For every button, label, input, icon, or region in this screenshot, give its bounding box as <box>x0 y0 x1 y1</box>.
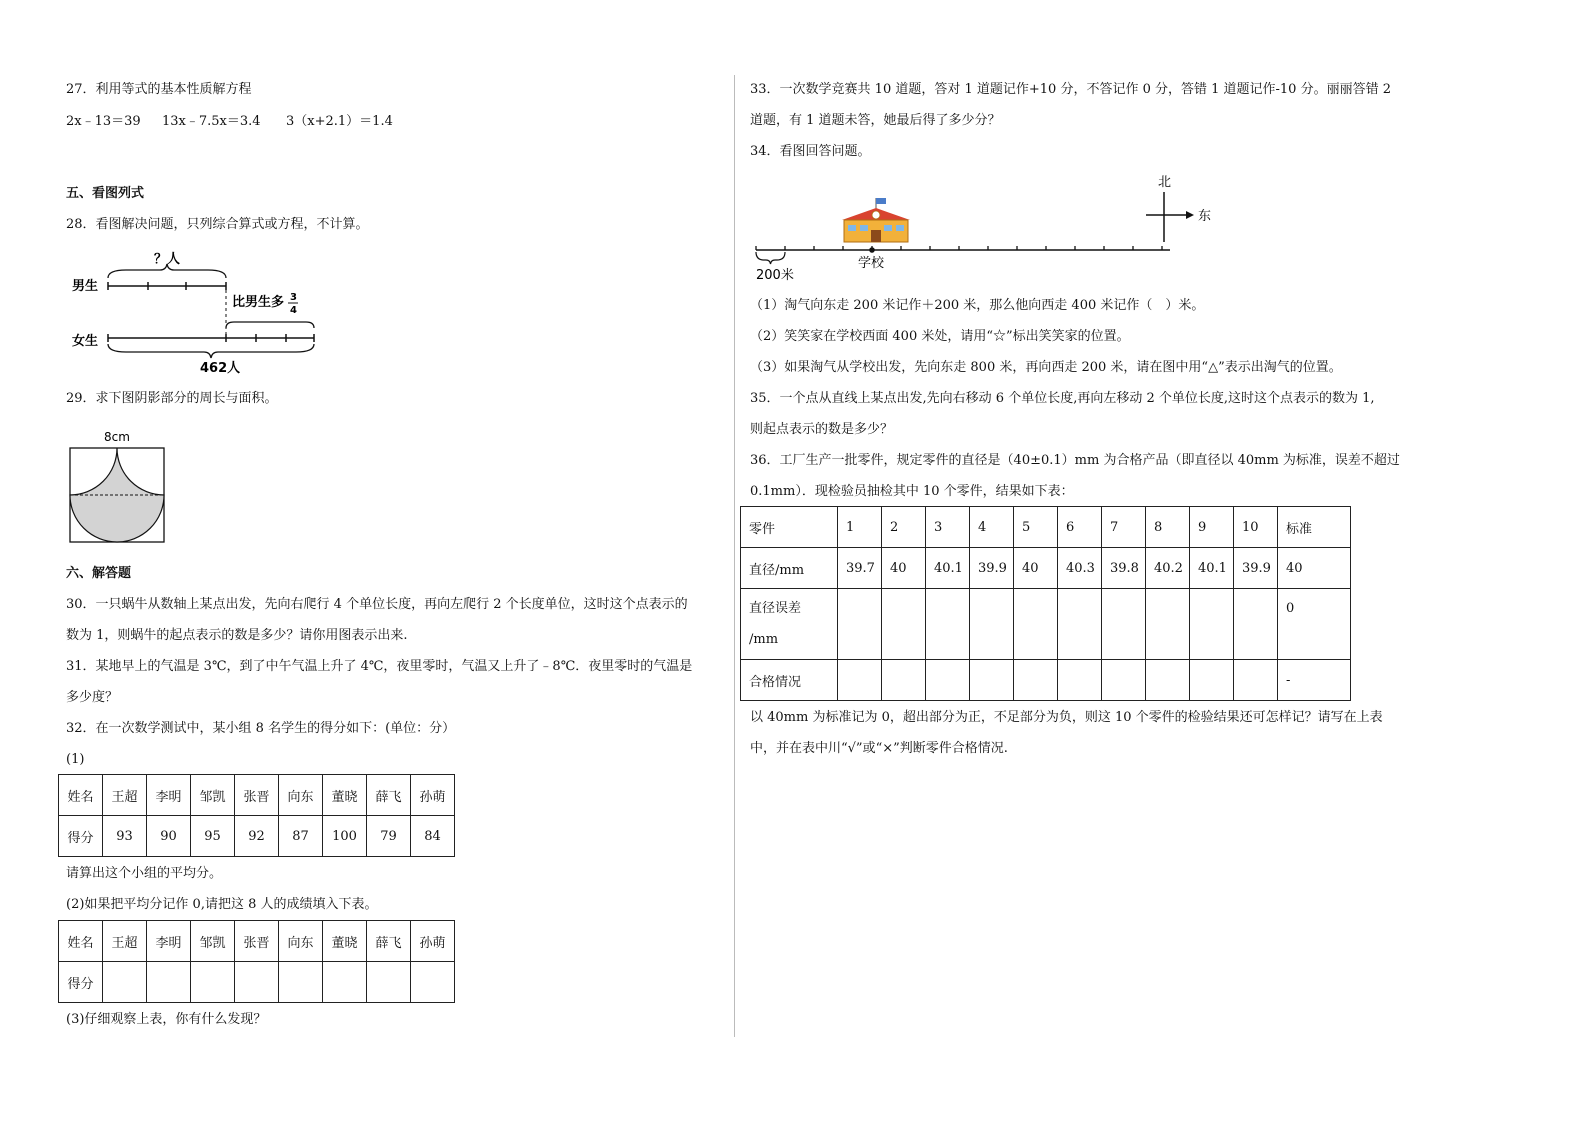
q28-brace-boys <box>108 264 226 278</box>
table-cell: 40 <box>882 548 926 589</box>
table-cell: 姓名 <box>59 775 103 816</box>
table-cell: 李明 <box>147 775 191 816</box>
table-cell: 40.1 <box>926 548 970 589</box>
table-cell-blank <box>1058 660 1102 701</box>
q32-score-table <box>58 774 455 857</box>
q36-after2: 中，并在表中川“√”或“×”判断零件合格情况. <box>750 741 1008 756</box>
table-cell-blank <box>323 962 367 1003</box>
table-cell-blank <box>1058 589 1102 660</box>
table-row <box>59 775 455 816</box>
table-cell: 得分 <box>59 962 103 1003</box>
q36-err-label-2: /mm <box>749 632 779 647</box>
q27-eq2: 13x﹣7.5x＝3.4 <box>162 114 261 129</box>
q36-parts-table <box>740 506 1351 701</box>
table-cell-blank <box>279 962 323 1003</box>
table-cell: 95 <box>191 816 235 857</box>
table-cell: 薛飞 <box>367 775 411 816</box>
q28-frac-num: 3 <box>290 292 297 303</box>
q32-p2: (2)如果把平均分记作 0,请把这 8 人的成绩填入下表。 <box>66 897 378 912</box>
table-cell: 10 <box>1234 507 1278 548</box>
q34-p1: （1）淘气向东走 200 米记作＋200 米，那么他向西走 400 米记作（ ）米。 <box>750 298 1205 313</box>
table-cell-blank <box>1190 660 1234 701</box>
table-cell-blank <box>1102 589 1146 660</box>
q28-segment-diagram <box>66 248 326 376</box>
table-cell: 向东 <box>279 775 323 816</box>
table-cell: - <box>1278 660 1351 701</box>
table-cell: 9 <box>1190 507 1234 548</box>
q36-after1: 以 40mm 为标准记为 0，超出部分为正，不足部分为负，则这 10 个零件的检验结果还可怎样记？请写在上表 <box>750 710 1383 725</box>
q28-title: 28．看图解决问题，只列综合算式或方程，不计算。 <box>66 217 369 232</box>
q28-label-unknown: ？人 <box>154 252 181 267</box>
q30-line1: 30．一只蜗牛从数轴上某点出发，先向右爬行 4 个单位长度，再向左爬行 2 个长度单位，这时这个点表示的 <box>66 597 688 612</box>
table-cell-blank <box>1146 589 1190 660</box>
table-cell: 董晓 <box>323 921 367 962</box>
table-cell: 邹凯 <box>191 775 235 816</box>
table-cell: 40 <box>1278 548 1351 589</box>
table-cell-blank <box>411 962 455 1003</box>
q29-shaded-figure <box>66 428 176 546</box>
table-cell: 39.7 <box>838 548 882 589</box>
q28-frac-den: 4 <box>290 305 297 316</box>
table-cell-blank <box>367 962 411 1003</box>
q32-blank-table <box>58 920 455 1003</box>
q36-err-label-1: 直径误差 <box>749 601 802 616</box>
q29-size-label: 8cm <box>104 430 130 444</box>
table-cell-blank <box>1014 660 1058 701</box>
table-cell: 40 <box>1014 548 1058 589</box>
q35-line2: 则起点表示的数是多少？ <box>750 422 894 437</box>
table-cell-blank <box>147 962 191 1003</box>
table-cell-blank <box>1102 660 1146 701</box>
table-row <box>741 507 1351 548</box>
table-cell: 张晋 <box>235 921 279 962</box>
q32-p1: (1) <box>66 752 85 767</box>
table-cell: 邹凯 <box>191 921 235 962</box>
q33-line2: 道题，有 1 道题未答，她最后得了多少分？ <box>750 113 1001 128</box>
table-row <box>741 548 1351 589</box>
table-cell-blank <box>191 962 235 1003</box>
q34-p2: （2）笑笑家在学校西面 400 米处，请用“☆”标出笑笑家的位置。 <box>750 329 1130 344</box>
table-cell: 向东 <box>279 921 323 962</box>
section-5-title: 五、看图列式 <box>66 186 145 201</box>
table-row <box>741 660 1351 701</box>
table-cell-blank <box>926 660 970 701</box>
scale-label: 200米 <box>756 268 794 283</box>
table-cell: 王超 <box>103 775 147 816</box>
table-cell: 3 <box>926 507 970 548</box>
table-cell: 40.3 <box>1058 548 1102 589</box>
q34-title: 34．看图回答问题。 <box>750 144 871 159</box>
q32-p3: (3)仔细观察上表，你有什么发现？ <box>66 1012 267 1027</box>
q27-eq3: 3（x+2.1）＝1.4 <box>286 114 393 129</box>
table-cell-blank <box>1234 589 1278 660</box>
table-cell-blank <box>970 660 1014 701</box>
table-cell-blank <box>103 962 147 1003</box>
table-cell: 合格情况 <box>741 660 838 701</box>
scale-brace <box>756 252 785 264</box>
q31-line1: 31．某地早上的气温是 3℃，到了中午气温上升了 4℃，夜里零时，气温又上升了﹣8℃．夜里零时的气温是 <box>66 659 693 674</box>
table-cell-blank <box>882 660 926 701</box>
q30-line2: 数为 1，则蜗牛的起点表示的数是多少？请你用图表示出来. <box>66 628 408 643</box>
q27-eq1: 2x﹣13＝39 <box>66 114 141 129</box>
east-arrow-icon <box>1186 211 1194 219</box>
table-cell: 张晋 <box>235 775 279 816</box>
table-cell-blank <box>235 962 279 1003</box>
q32-intro: 32．在一次数学测试中，某小组 8 名学生的得分如下：(单位：分） <box>66 721 456 736</box>
table-cell: 8 <box>1146 507 1190 548</box>
table-cell-blank <box>1234 660 1278 701</box>
table-cell: 79 <box>367 816 411 857</box>
q28-label-girls: 女生 <box>72 334 99 349</box>
q32-p1-question: 请算出这个小组的平均分。 <box>66 866 223 881</box>
table-cell: 90 <box>147 816 191 857</box>
table-cell: 标准 <box>1278 507 1351 548</box>
table-cell: 87 <box>279 816 323 857</box>
table-cell: 40.1 <box>1190 548 1234 589</box>
table-row <box>741 589 1351 660</box>
q28-brace-total <box>108 344 314 358</box>
table-cell-blank <box>970 589 1014 660</box>
table-cell-blank <box>882 589 926 660</box>
table-cell: 孙萌 <box>411 775 455 816</box>
q34-number-line-map <box>750 168 1220 288</box>
table-cell: 7 <box>1102 507 1146 548</box>
table-cell-blank <box>1146 660 1190 701</box>
table-cell: 92 <box>235 816 279 857</box>
table-cell-blank <box>838 660 882 701</box>
q28-brace-more <box>226 322 314 328</box>
q36-line1: 36．工厂生产一批零件，规定零件的直径是（40±0.1）mm 为合格产品（即直径以 40mm 为标准，误差不超过 <box>750 453 1400 468</box>
table-cell: 姓名 <box>59 921 103 962</box>
school-icon <box>842 198 910 242</box>
table-cell: 39.9 <box>970 548 1014 589</box>
table-cell <box>741 589 838 660</box>
q36-line2: 0.1mm）．现检验员抽检其中 10 个零件，结果如下表： <box>750 484 1074 499</box>
table-cell: 零件 <box>741 507 838 548</box>
table-cell: 董晓 <box>323 775 367 816</box>
section-6-title: 六、解答题 <box>66 566 132 581</box>
q33-line1: 33．一次数学竞赛共 10 道题，答对 1 道题记作+10 分，不答记作 0 分，答错 1 道题记作-10 分。丽丽答错 2 <box>750 82 1391 97</box>
table-cell: 孙萌 <box>411 921 455 962</box>
q29-title: 29．求下图阴影部分的周长与面积。 <box>66 391 278 406</box>
table-cell: 薛飞 <box>367 921 411 962</box>
q34-p3: （3）如果淘气从学校出发，先向东走 800 米，再向西走 200 米，请在图中用“△”表示出淘气的位置。 <box>750 360 1342 375</box>
table-cell: 直径/mm <box>741 548 838 589</box>
table-row <box>59 962 455 1003</box>
table-row <box>59 816 455 857</box>
q28-label-more: 比男生多 <box>232 295 285 310</box>
q31-line2: 多少度？ <box>66 690 119 705</box>
q35-line1: 35．一个点从直线上某点出发,先向右移动 6 个单位长度,再向左移动 2 个单位长度,这时这个点表示的数为 1, <box>750 391 1375 406</box>
column-divider <box>734 75 735 1037</box>
school-label: 学校 <box>858 256 885 271</box>
table-cell: 39.9 <box>1234 548 1278 589</box>
table-cell: 0 <box>1278 589 1351 660</box>
table-cell: 2 <box>882 507 926 548</box>
table-cell: 84 <box>411 816 455 857</box>
q27-title: 27．利用等式的基本性质解方程 <box>66 82 252 97</box>
table-cell: 40.2 <box>1146 548 1190 589</box>
east-label: 东 <box>1198 209 1212 224</box>
table-cell: 39.8 <box>1102 548 1146 589</box>
table-cell: 5 <box>1014 507 1058 548</box>
table-cell: 得分 <box>59 816 103 857</box>
q28-label-total: 462人 <box>200 361 241 376</box>
table-cell-blank <box>838 589 882 660</box>
table-cell: 1 <box>838 507 882 548</box>
table-cell: 李明 <box>147 921 191 962</box>
table-cell-blank <box>1190 589 1234 660</box>
north-label: 北 <box>1158 175 1172 190</box>
table-row <box>59 921 455 962</box>
table-cell: 93 <box>103 816 147 857</box>
table-cell: 王超 <box>103 921 147 962</box>
table-cell: 100 <box>323 816 367 857</box>
table-cell: 4 <box>970 507 1014 548</box>
table-cell: 6 <box>1058 507 1102 548</box>
table-cell-blank <box>926 589 970 660</box>
q28-label-boys: 男生 <box>72 279 99 294</box>
school-point <box>869 247 875 253</box>
table-cell-blank <box>1014 589 1058 660</box>
